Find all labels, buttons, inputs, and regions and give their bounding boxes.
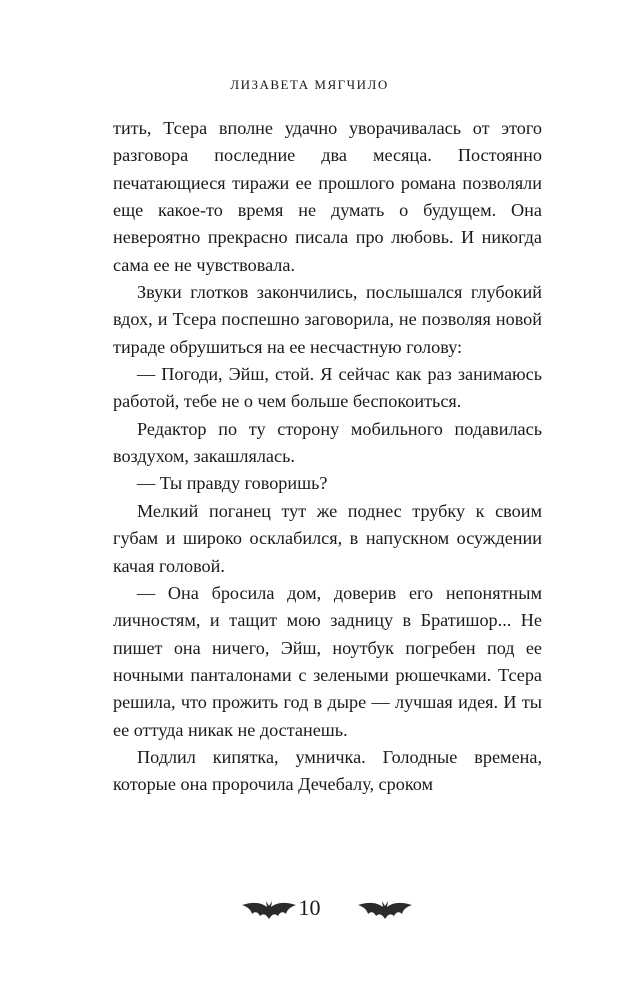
paragraph: Редактор по ту сторону мобильного подавилась воздухом, закашлялась.: [113, 418, 542, 467]
paragraph: — Ты правду говоришь?: [137, 473, 328, 494]
paragraph: — Погоди, Эйш, стой. Я сейчас как раз занимаюсь работой, тебе не о чем больше беспокоиться.: [113, 364, 542, 412]
paragraph: — Она бросила дом, доверив его непонятным личностям, и тащит мою задницу в Братишор... Не пишет она ничего, Эйш, ноутбук погребен под ее ночными панталонами с зелеными рюшечками. Тсера решила, что прожить год в дыре — лучшая идея. И ты ее оттуда никак не достанешь.: [113, 582, 542, 740]
paragraph: Звуки глотков закончились, послышался глубокий вдох, и Тсера поспешно заговорила, не позволяя новой тираде обрушиться на ее несчастную голову:: [113, 282, 542, 357]
paragraph: Подлил кипятка, умничка. Голодные времена, которые она пророчила Дечебалу, сроком: [113, 746, 542, 795]
running-head: ЛИЗАВЕТА МЯГЧИЛО: [230, 77, 389, 92]
bat-icon: [356, 897, 414, 925]
paragraph: тить, Тсера вполне удачно уворачивалась от этого разговора последние два месяца. Постоянно печатающиеся тиражи ее прошлого романа позволяли еще какое-то время не думать о будущем. Она невероятно прекрасно писала про любовь. И никогда сама ее не чувствовала.: [113, 118, 542, 275]
page-body: [113, 115, 542, 799]
paragraph: Мелкий поганец тут же поднес трубку к своим губам и широко осклабился, в напускном осуждении качая головой.: [113, 500, 542, 576]
page-number: 10: [298, 895, 321, 920]
page-footer: [0, 891, 619, 931]
